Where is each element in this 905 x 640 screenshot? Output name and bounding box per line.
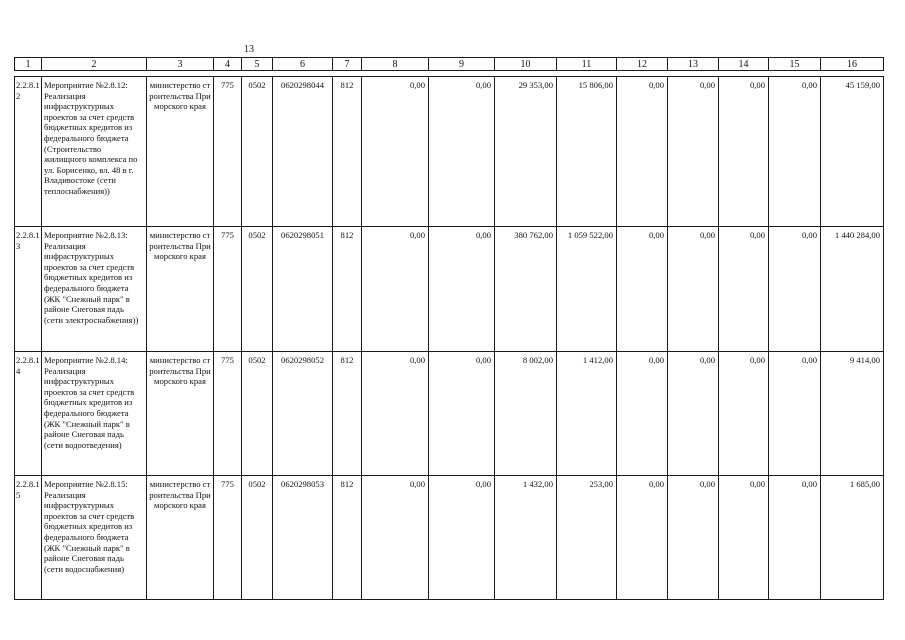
row-csr: 0620298052 [273,352,333,476]
row-value-12: 0,00 [617,77,668,227]
row-vr: 812 [333,227,362,352]
header-cell: 13 [668,58,719,71]
row-value-10: 8 002,00 [495,352,557,476]
row-value-12: 0,00 [617,476,668,600]
row-value-16: 9 414,00 [821,352,884,476]
row-vr: 812 [333,352,362,476]
row-value-13: 0,00 [668,77,719,227]
row-grbs: 775 [214,227,242,352]
row-executor: министерство строительства Приморского края [147,476,214,600]
row-grbs: 775 [214,352,242,476]
budget-table [14,76,884,600]
row-value-12: 0,00 [617,352,668,476]
row-value-10: 380 762,00 [495,227,557,352]
row-name: Мероприятие №2.8.15: Реализация инфраструктурных проектов за счет средств бюджетных кредитов из федерального бюджета (ЖК "Снежный парк" в районе Снеговая падь (сети водоснабжения) [42,476,147,600]
row-value-8: 0,00 [362,77,429,227]
row-value-11: 1 059 522,00 [557,227,617,352]
header-cell: 12 [617,58,668,71]
row-value-14: 0,00 [719,352,769,476]
column-number-header [14,57,884,71]
row-name: Мероприятие №2.8.12: Реализация инфраструктурных проектов за счет средств бюджетных кредитов из федерального бюджета (Строительство жилищного комплекса по ул. Борисенко, вл. 48 в г. Владивостоке (сети теплоснабжения)) [42,77,147,227]
row-value-16: 1 440 284,00 [821,227,884,352]
row-value-11: 253,00 [557,476,617,600]
row-grbs: 775 [214,476,242,600]
row-value-14: 0,00 [719,227,769,352]
row-id: 2.2.8.13 [15,227,42,352]
header-cell: 4 [214,58,242,71]
table-row [15,227,884,352]
row-value-16: 1 685,00 [821,476,884,600]
row-value-10: 29 353,00 [495,77,557,227]
row-value-13: 0,00 [668,476,719,600]
header-cell: 16 [821,58,884,71]
header-cell: 15 [769,58,821,71]
row-value-13: 0,00 [668,352,719,476]
row-value-8: 0,00 [362,227,429,352]
row-csr: 0620298051 [273,227,333,352]
row-value-16: 45 159,00 [821,77,884,227]
row-executor: министерство строительства Приморского края [147,352,214,476]
row-value-10: 1 432,00 [495,476,557,600]
header-cell: 2 [42,58,147,71]
row-executor: министерство строительства Приморского края [147,77,214,227]
header-cell: 8 [362,58,429,71]
table-row [15,476,884,600]
row-value-15: 0,00 [769,227,821,352]
row-value-8: 0,00 [362,352,429,476]
header-cell: 1 [15,58,42,71]
row-vr: 812 [333,77,362,227]
row-name: Мероприятие №2.8.13: Реализация инфраструктурных проектов за счет средств бюджетных кредитов из федерального бюджета (ЖК "Снежный парк" в районе Снеговая падь (сети электроснабжения)) [42,227,147,352]
row-value-8: 0,00 [362,476,429,600]
row-rzpr: 0502 [242,77,273,227]
row-value-15: 0,00 [769,77,821,227]
header-cell: 10 [495,58,557,71]
row-value-12: 0,00 [617,227,668,352]
table-row [15,352,884,476]
row-value-14: 0,00 [719,476,769,600]
row-vr: 812 [333,476,362,600]
row-value-11: 15 806,00 [557,77,617,227]
row-csr: 0620298053 [273,476,333,600]
row-value-13: 0,00 [668,227,719,352]
row-csr: 0620298044 [273,77,333,227]
page-number: 13 [244,44,254,55]
row-name: Мероприятие №2.8.14: Реализация инфраструктурных проектов за счет средств бюджетных кредитов из федерального бюджета (ЖК "Снежный парк" в районе Снеговая падь (сети водоотведения) [42,352,147,476]
row-value-11: 1 412,00 [557,352,617,476]
row-value-9: 0,00 [429,352,495,476]
header-cell: 5 [242,58,273,71]
table-row [15,77,884,227]
header-cell: 11 [557,58,617,71]
row-id: 2.2.8.14 [15,352,42,476]
row-value-9: 0,00 [429,476,495,600]
header-cell: 7 [333,58,362,71]
row-executor: министерство строительства Приморского края [147,227,214,352]
header-cell: 14 [719,58,769,71]
row-rzpr: 0502 [242,476,273,600]
row-value-15: 0,00 [769,352,821,476]
row-value-14: 0,00 [719,77,769,227]
row-rzpr: 0502 [242,352,273,476]
header-cell: 9 [429,58,495,71]
header-cell: 6 [273,58,333,71]
row-id: 2.2.8.12 [15,77,42,227]
row-value-15: 0,00 [769,476,821,600]
row-grbs: 775 [214,77,242,227]
row-rzpr: 0502 [242,227,273,352]
row-value-9: 0,00 [429,77,495,227]
header-cell: 3 [147,58,214,71]
row-id: 2.2.8.15 [15,476,42,600]
row-value-9: 0,00 [429,227,495,352]
